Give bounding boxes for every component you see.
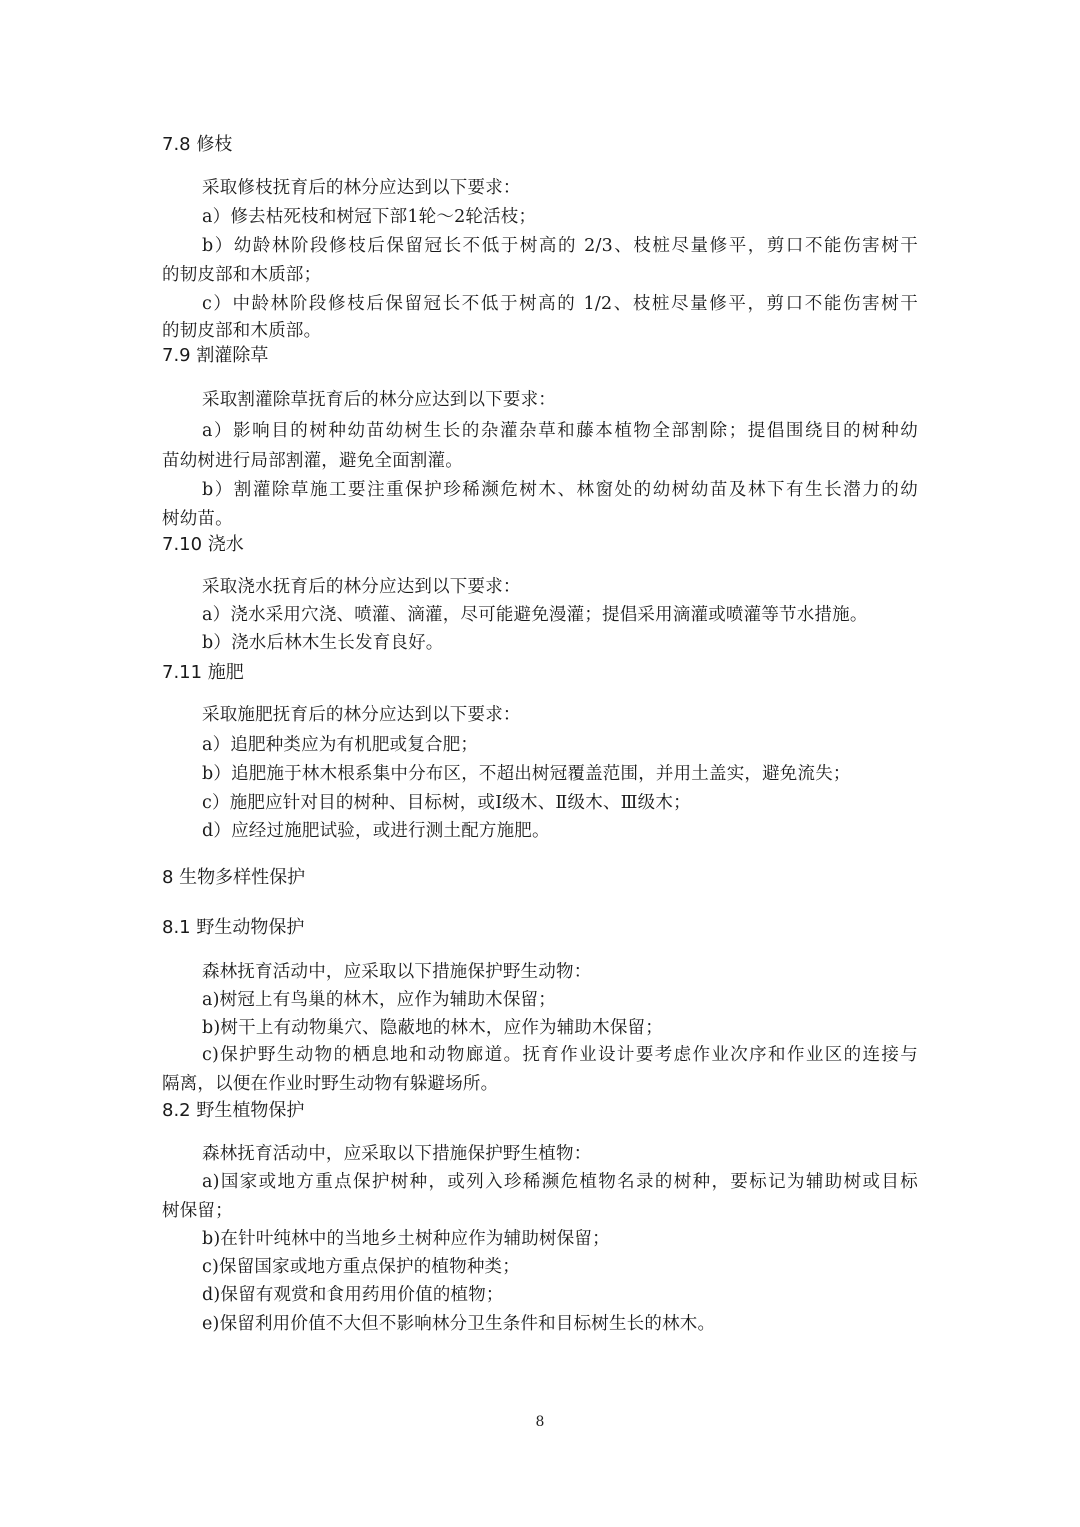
paragraph-line: b)树干上有动物巢穴、隐蔽地的林木，应作为辅助木保留； (202, 1018, 663, 1038)
paragraph-line: 森林抚育活动中，应采取以下措施保护野生动物： (202, 962, 592, 982)
heading-8: 8 生物多样性保护 (162, 867, 306, 888)
paragraph-line: c）中龄林阶段修枝后保留冠长不低于树高的 1/2、枝桩尽量修平，剪口不能伤害树干 (202, 294, 918, 314)
heading-7-8: 7.8 修枝 (162, 134, 233, 155)
paragraph-line: 采取修枝抚育后的林分应达到以下要求： (202, 178, 521, 198)
paragraph-line: c)保留国家或地方重点保护的植物种类； (202, 1257, 520, 1277)
paragraph-line: b）幼龄林阶段修枝后保留冠长不低于树高的 2/3、枝桩尽量修平，剪口不能伤害树干 (202, 236, 918, 256)
heading-7-11: 7.11 施肥 (162, 662, 244, 683)
paragraph-line: a)树冠上有鸟巢的林木，应作为辅助木保留； (202, 990, 556, 1010)
paragraph-line: b）追肥施于林木根系集中分布区，不超出树冠覆盖范围，并用土盖实，避免流失； (202, 764, 851, 784)
paragraph-line: 采取割灌除草抚育后的林分应达到以下要求： (202, 390, 556, 410)
paragraph-line: c）施肥应针对目的树种、目标树，或Ⅰ级木、Ⅱ级木、Ⅲ级木； (202, 793, 691, 813)
paragraph-line: a）影响目的树种幼苗幼树生长的杂灌杂草和藤本植物全部割除；提倡围绕目的树种幼 (202, 421, 918, 441)
paragraph-line: 采取浇水抚育后的林分应达到以下要求： (202, 577, 521, 597)
paragraph-line: d）应经过施肥试验，或进行测土配方施肥。 (202, 821, 550, 841)
paragraph-line: a)国家或地方重点保护树种，或列入珍稀濒危植物名录的树种，要标记为辅助树或目标 (202, 1172, 918, 1192)
paragraph-line: c)保护野生动物的栖息地和动物廊道。抚育作业设计要考虑作业次序和作业区的连接与 (202, 1045, 918, 1065)
paragraph-line: 苗幼树进行局部割灌，避免全面割灌。 (162, 451, 463, 471)
heading-7-10: 7.10 浇水 (162, 534, 244, 555)
paragraph-line: b）割灌除草施工要注重保护珍稀濒危树木、林窗处的幼树幼苗及林下有生长潜力的幼 (202, 480, 918, 500)
page-number: 8 (535, 1414, 545, 1430)
paragraph-line: a）浇水采用穴浇、喷灌、滴灌，尽可能避免漫灌；提倡采用滴灌或喷灌等节水措施。 (202, 605, 868, 625)
heading-8-1: 8.1 野生动物保护 (162, 917, 305, 938)
paragraph-line: d)保留有观赏和食用药用价值的植物； (202, 1285, 504, 1305)
paragraph-line: 森林抚育活动中，应采取以下措施保护野生植物： (202, 1144, 592, 1164)
paragraph-line: 树幼苗。 (162, 509, 233, 529)
paragraph-line: 的韧皮部和木质部。 (162, 321, 322, 341)
paragraph-line: b）浇水后林木生长发育良好。 (202, 633, 444, 653)
paragraph-line: 的韧皮部和木质部； (162, 265, 322, 285)
paragraph-line: e)保留利用价值不大但不影响林分卫生条件和目标树生长的林木。 (202, 1314, 716, 1334)
paragraph-line: a）追肥种类应为有机肥或复合肥； (202, 735, 479, 755)
paragraph-line: 采取施肥抚育后的林分应达到以下要求： (202, 705, 521, 725)
paragraph-line: a）修去枯死枝和树冠下部1轮～2轮活枝； (202, 207, 537, 227)
paragraph-line: b)在针叶纯林中的当地乡土树种应作为辅助树保留； (202, 1229, 610, 1249)
paragraph-line: 树保留； (162, 1201, 233, 1221)
paragraph-line: 隔离，以便在作业时野生动物有躲避场所。 (162, 1074, 499, 1094)
heading-7-9: 7.9 割灌除草 (162, 345, 269, 366)
heading-8-2: 8.2 野生植物保护 (162, 1100, 305, 1121)
